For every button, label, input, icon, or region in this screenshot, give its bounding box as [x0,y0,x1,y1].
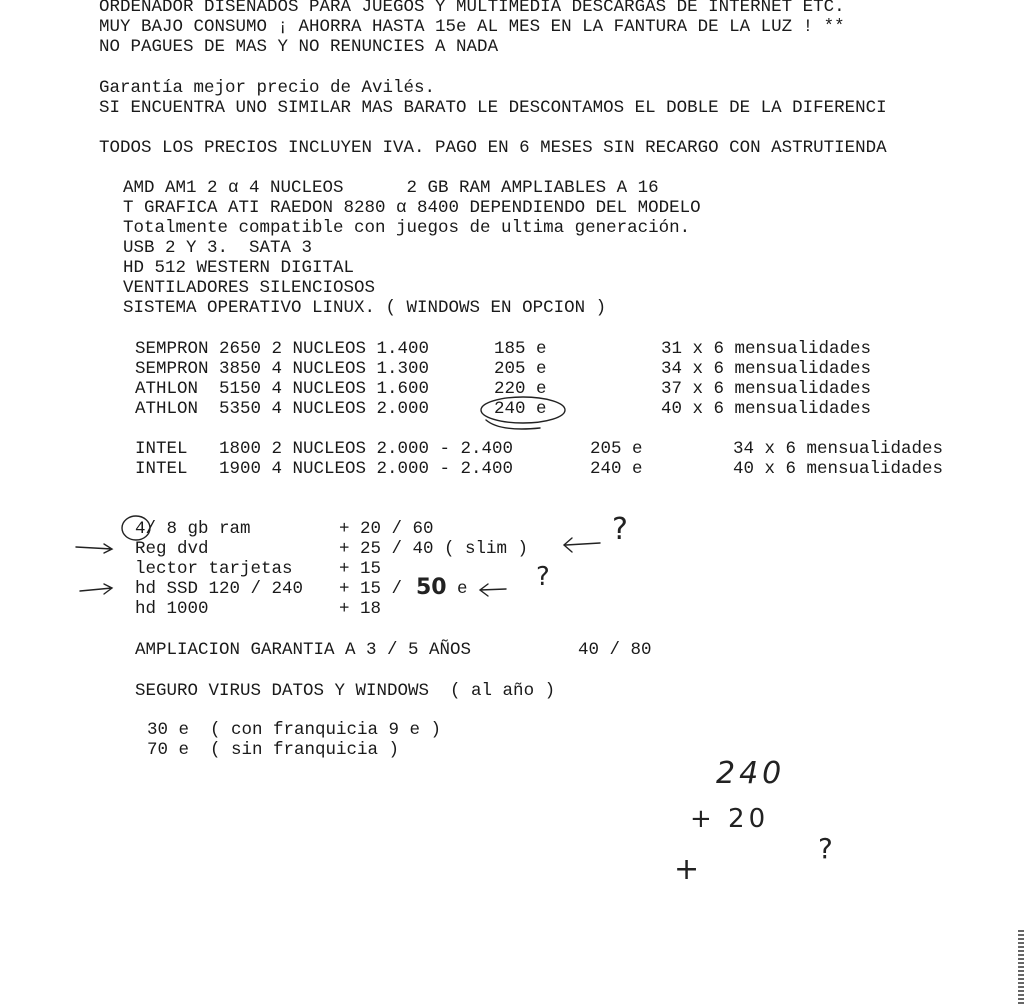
amd-price: 185 e [494,339,547,359]
circle-tail-stroke [486,420,540,429]
handwritten-question-mark: ? [612,512,628,547]
extra-name: Reg dvd [135,539,209,559]
intel-price: 240 e [590,459,643,479]
extra-name: hd 1000 [135,599,209,619]
intel-model: INTEL 1800 2 NUCLEOS 2.000 - 2.400 [135,439,514,459]
ssd-price-suffix: e [457,579,468,599]
intel-monthly: 40 x 6 mensualidades [733,459,944,479]
warranty-extension-label: AMPLIACION GARANTIA A 3 / 5 AÑOS [135,640,472,660]
amd-price-circled: 240 e [494,399,547,419]
spec-line: HD 512 WESTERN DIGITAL [123,258,355,278]
handwritten-ssd-price: 50 [416,575,447,600]
guarantee-line-1: Garantía mejor precio de Avilés. [99,78,436,98]
arrow-left-icon [480,584,506,596]
amd-model: ATHLON 5150 4 NUCLEOS 1.600 [135,379,430,399]
amd-model: ATHLON 5350 4 NUCLEOS 2.000 [135,399,430,419]
amd-monthly: 40 x 6 mensualidades [661,399,872,419]
spec-line: Totalmente compatible con juegos de ultima generación. [123,218,691,238]
amd-monthly: 34 x 6 mensualidades [661,359,872,379]
extra-price: + 15 / [339,579,403,599]
amd-price: 220 e [494,379,547,399]
intel-price: 205 e [590,439,643,459]
guarantee-line-2: SI ENCUENTRA UNO SIMILAR MAS BARATO LE DESCONTAMOS EL DOBLE DE LA DIFERENCI [99,98,887,118]
header-line-3: NO PAGUES DE MAS Y NO RENUNCIES A NADA [99,37,499,57]
amd-model: SEMPRON 2650 2 NUCLEOS 1.400 [135,339,430,359]
extra-name: 4/ 8 gb ram [135,519,251,539]
insurance-option: 30 e ( con franquicia 9 e ) [147,720,442,740]
handwritten-plus: + [674,852,700,887]
amd-monthly: 37 x 6 mensualidades [661,379,872,399]
extra-name: hd SSD 120 / 240 [135,579,304,599]
amd-model: SEMPRON 3850 4 NUCLEOS 1.300 [135,359,430,379]
arrow-right-icon [76,544,112,553]
intel-monthly: 34 x 6 mensualidades [733,439,944,459]
extra-price: + 20 / 60 [339,519,434,539]
header-line-2: MUY BAJO CONSUMO ¡ AHORRA HASTA 15e AL MES EN LA FANTURA DE LA LUZ ! ** [99,17,845,37]
intel-model: INTEL 1900 4 NUCLEOS 2.000 - 2.400 [135,459,514,479]
insurance-label: SEGURO VIRUS DATOS Y WINDOWS ( al año ) [135,681,556,701]
spec-line: SISTEMA OPERATIVO LINUX. ( WINDOWS EN OPCION ) [123,298,607,318]
amd-monthly: 31 x 6 mensualidades [661,339,872,359]
header-line-1: ORDENADOR DISENADOS PARA JUEGOS Y MULTIMEDIA DESCARGAS DE INTERNET ETC. [99,0,845,17]
warranty-extension-price: 40 / 80 [578,640,652,660]
spec-line: T GRAFICA ATI RAEDON 8280 α 8400 DEPENDIENDO DEL MODELO [123,198,701,218]
handwritten-sum-b: + 20 [690,804,770,834]
spec-line: USB 2 Y 3. SATA 3 [123,238,313,258]
insurance-option: 70 e ( sin franquicia ) [147,740,400,760]
spec-line: AMD AM1 2 α 4 NUCLEOS 2 GB RAM AMPLIABLES A 16 [123,178,659,198]
arrow-left-icon [564,538,600,552]
extra-price: + 15 [339,559,382,579]
handwritten-question-mark: ? [536,562,550,592]
extra-price: + 18 [339,599,382,619]
spec-line: VENTILADORES SILENCIOSOS [123,278,376,298]
arrow-right-icon [80,584,112,594]
scan-edge-mark [1018,930,1024,1004]
extra-price: + 25 / 40 ( slim ) [339,539,529,559]
prices-note: TODOS LOS PRECIOS INCLUYEN IVA. PAGO EN 6 MESES SIN RECARGO CON ASTRUTIENDA [99,138,887,158]
handwritten-sum-a: 240 [716,756,786,791]
amd-price: 205 e [494,359,547,379]
handwritten-question-mark: ? [818,832,833,865]
extra-name: lector tarjetas [135,559,293,579]
